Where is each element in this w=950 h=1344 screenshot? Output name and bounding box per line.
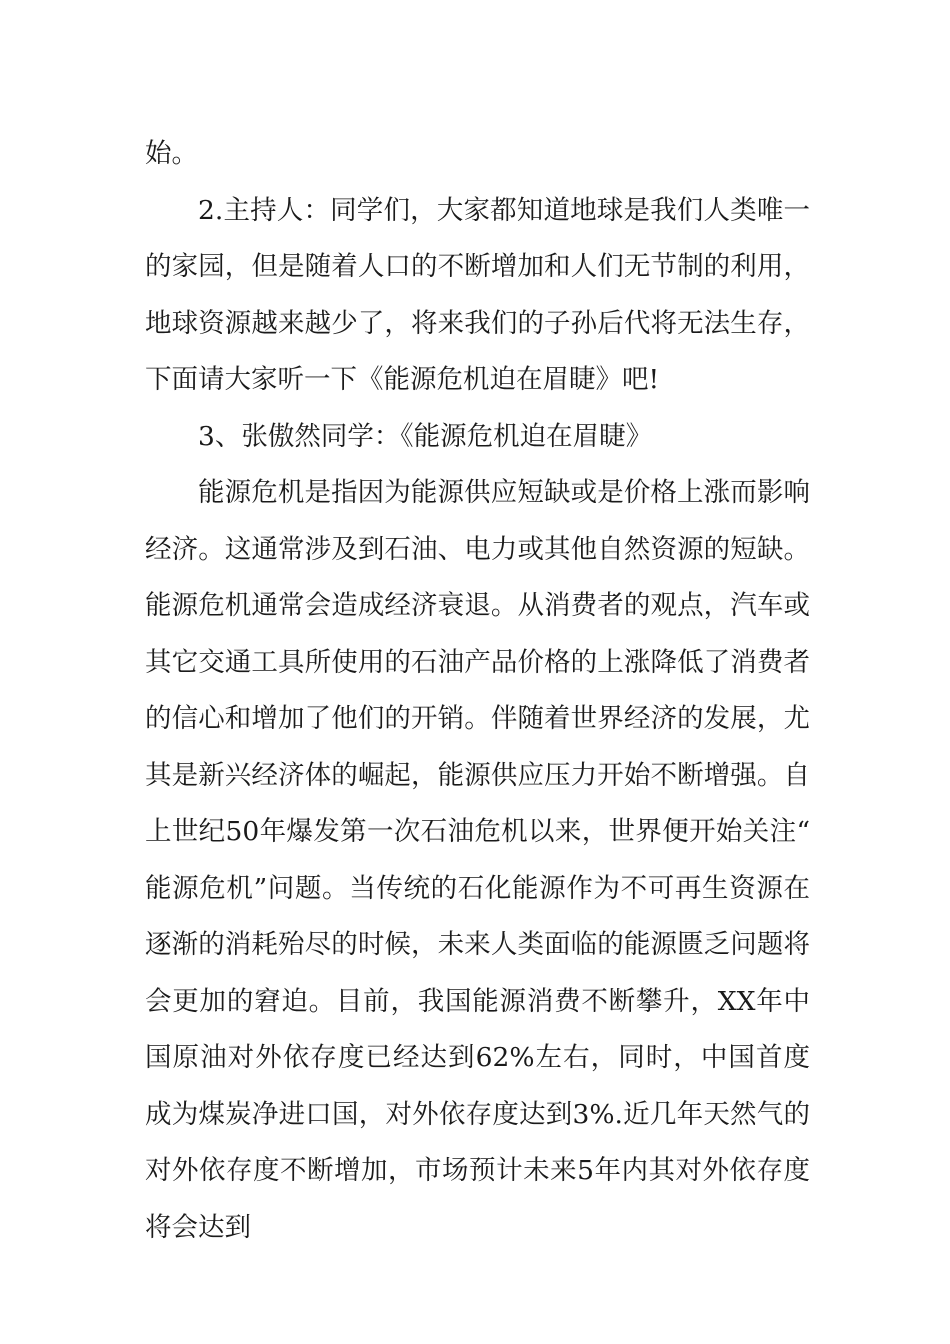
paragraph-continuation: 始。 [145, 138, 198, 169]
paragraph-host-intro: 2.主持人：同学们，大家都知道地球是我们人类唯一的家园，但是随着人口的不断增加和人们无节制的利用，地球资源越来越少了，将来我们的子孙后代将无法生存，下面请大家听一下《能源危机迫在眉睫》吧! [145, 194, 810, 395]
paragraph-speech-title: 3、张傲然同学：《能源危机迫在眉睫》 [198, 420, 653, 452]
document-body [145, 126, 810, 1256]
paragraph-energy-crisis: 能源危机是指因为能源供应短缺或是价格上涨而影响经济。这通常涉及到石油、电力或其他自然资源的短缺。能源危机通常会造成经济衰退。从消费者的观点，汽车或其它交通工具所使用的石油产品价格的上涨降低了消费者的信心和增加了他们的开销。伴随着世界经济的发展，尤其是新兴经济体的崛起，能源供应压力开始不断增强。自上世纪50年爆发第一次石油危机以来，世界便开始关注“能源危机”问题。当传统的石化能源作为不可再生资源在逐渐的消耗殆尽的时候，未来人类面临的能源匮乏问题将会更加的窘迫。目前，我国能源消费不断攀升，XX年中国原油对外依存度已经达到62%左右，同时，中国首度成为煤炭净进口国，对外依存度达到3%.近几年天然气的对外依存度不断增加，市场预计未来5年内其对外依存度将会达到 [145, 477, 810, 1243]
